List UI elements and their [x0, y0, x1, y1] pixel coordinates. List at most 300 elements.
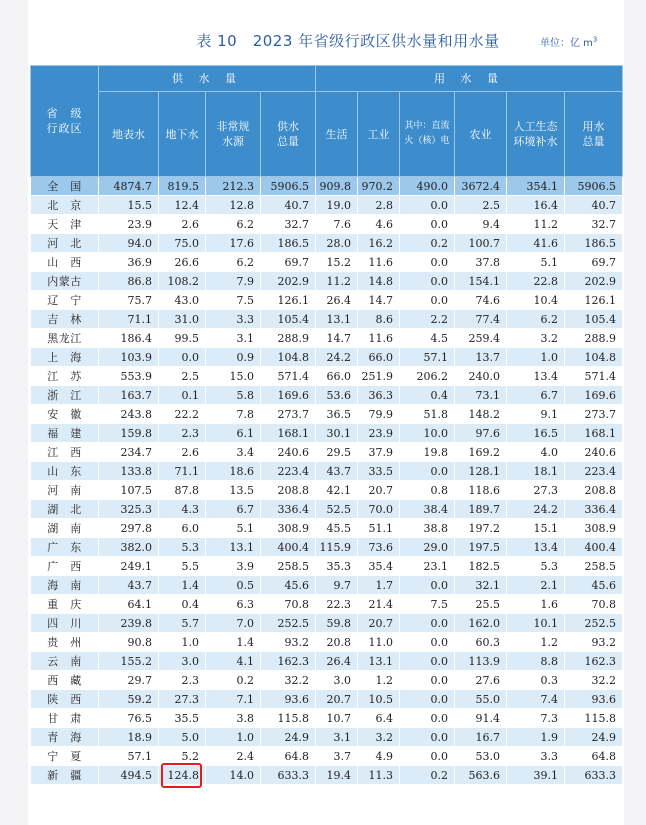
table-cell: 2.6	[159, 443, 206, 462]
table-cell: 400.4	[565, 538, 623, 557]
table-cell: 93.6	[565, 690, 623, 709]
table-cell: 563.6	[455, 766, 507, 785]
region-name: 河 北	[31, 234, 99, 253]
table-cell: 26.4	[316, 652, 358, 671]
table-row	[31, 310, 623, 329]
table-cell: 53.6	[316, 386, 358, 405]
table-cell: 74.6	[455, 291, 507, 310]
table-cell: 5.1	[206, 519, 261, 538]
table-cell: 115.9	[316, 538, 358, 557]
table-cell: 0.0	[400, 728, 455, 747]
table-cell: 382.0	[99, 538, 159, 557]
table-cell: 4.0	[507, 443, 565, 462]
table-cell: 12.4	[159, 196, 206, 215]
table-row	[31, 386, 623, 405]
table-row	[31, 614, 623, 633]
table-cell: 7.0	[206, 614, 261, 633]
table-cell: 37.9	[358, 443, 400, 462]
table-cell: 7.9	[206, 272, 261, 291]
table-cell: 15.0	[206, 367, 261, 386]
table-cell: 297.8	[99, 519, 159, 538]
region-name: 辽 宁	[31, 291, 99, 310]
table-cell: 0.0	[400, 576, 455, 595]
table-cell: 169.2	[455, 443, 507, 462]
table-cell: 14.0	[206, 766, 261, 785]
table-row	[31, 652, 623, 671]
table-cell: 308.9	[261, 519, 316, 538]
table-row	[31, 291, 623, 310]
table-cell: 93.2	[261, 633, 316, 652]
table-cell: 197.2	[455, 519, 507, 538]
table-cell: 4.9	[358, 747, 400, 766]
table-cell: 1.4	[206, 633, 261, 652]
table-cell: 273.7	[261, 405, 316, 424]
table-cell: 16.4	[507, 196, 565, 215]
table-cell: 0.0	[400, 652, 455, 671]
table-cell: 35.3	[316, 557, 358, 576]
table-cell: 15.1	[507, 519, 565, 538]
table-row	[31, 405, 623, 424]
table-cell: 240.0	[455, 367, 507, 386]
table-cell: 14.8	[358, 272, 400, 291]
table-cell: 186.5	[261, 234, 316, 253]
table-cell: 633.3	[261, 766, 316, 785]
unit-label: 单位：亿 $m^3$	[540, 35, 598, 49]
table-body	[31, 177, 623, 785]
table-cell: 5.5	[159, 557, 206, 576]
region-name: 贵 州	[31, 633, 99, 652]
table-cell: 3.1	[316, 728, 358, 747]
column-header: 农业	[455, 92, 507, 177]
table-cell: 13.1	[316, 310, 358, 329]
table-cell: 162.3	[261, 652, 316, 671]
table-cell: 0.0	[400, 196, 455, 215]
table-cell: 970.2	[358, 177, 400, 196]
table-cell: 0.2	[400, 766, 455, 785]
table-cell: 35.4	[358, 557, 400, 576]
table-cell: 243.8	[99, 405, 159, 424]
table-cell: 0.0	[400, 671, 455, 690]
table-cell: 10.4	[507, 291, 565, 310]
table-cell: 64.1	[99, 595, 159, 614]
table-cell: 3.1	[206, 329, 261, 348]
table-cell: 234.7	[99, 443, 159, 462]
table-cell: 571.4	[261, 367, 316, 386]
table-row	[31, 671, 623, 690]
table-cell: 9.1	[507, 405, 565, 424]
region-name: 安 徽	[31, 405, 99, 424]
table-cell: 2.3	[159, 671, 206, 690]
table-row	[31, 728, 623, 747]
table-cell: 0.0	[400, 690, 455, 709]
region-name: 湖 北	[31, 500, 99, 519]
table-row	[31, 595, 623, 614]
table-cell: 3.3	[206, 310, 261, 329]
table-cell: 182.5	[455, 557, 507, 576]
table-cell: 23.1	[400, 557, 455, 576]
table-cell: 3.2	[507, 329, 565, 348]
table-row	[31, 766, 623, 785]
table-cell: 59.8	[316, 614, 358, 633]
table-cell: 3.0	[159, 652, 206, 671]
table-cell: 64.8	[565, 747, 623, 766]
table-cell: 13.1	[358, 652, 400, 671]
table-cell: 490.0	[400, 177, 455, 196]
table-cell: 6.0	[159, 519, 206, 538]
table-cell: 1.6	[507, 595, 565, 614]
table-cell: 43.0	[159, 291, 206, 310]
table-cell: 3.8	[206, 709, 261, 728]
table-cell: 14.7	[316, 329, 358, 348]
table-cell: 6.3	[206, 595, 261, 614]
table-cell: 0.0	[400, 633, 455, 652]
table-cell: 28.0	[316, 234, 358, 253]
table-cell: 35.5	[159, 709, 206, 728]
table-cell: 3.2	[358, 728, 400, 747]
table-cell: 42.1	[316, 481, 358, 500]
region-name: 福 建	[31, 424, 99, 443]
region-name: 江 苏	[31, 367, 99, 386]
table-cell: 3672.4	[455, 177, 507, 196]
table-cell: 0.2	[206, 671, 261, 690]
table-cell: 38.8	[400, 519, 455, 538]
region-name: 广 东	[31, 538, 99, 557]
region-name: 吉 林	[31, 310, 99, 329]
table-cell: 162.3	[565, 652, 623, 671]
table-cell: 1.2	[507, 633, 565, 652]
table-cell: 0.0	[400, 614, 455, 633]
region-name: 甘 肃	[31, 709, 99, 728]
table-cell: 100.7	[455, 234, 507, 253]
table-cell: 1.0	[507, 348, 565, 367]
region-name: 浙 江	[31, 386, 99, 405]
table-row	[31, 348, 623, 367]
table-cell: 3.3	[507, 747, 565, 766]
table-cell: 70.0	[358, 500, 400, 519]
table-cell: 17.6	[206, 234, 261, 253]
table-row	[31, 481, 623, 500]
table-cell: 38.4	[400, 500, 455, 519]
column-header: 供水 总量	[261, 92, 316, 177]
table-cell: 103.9	[99, 348, 159, 367]
table-cell: 77.4	[455, 310, 507, 329]
table-cell: 69.7	[261, 253, 316, 272]
table-cell: 20.7	[358, 614, 400, 633]
table-cell: 223.4	[261, 462, 316, 481]
column-header: 用水 总量	[565, 92, 623, 177]
table-cell: 18.1	[507, 462, 565, 481]
table-cell: 105.4	[565, 310, 623, 329]
table-cell: 223.4	[565, 462, 623, 481]
table-cell: 5.1	[507, 253, 565, 272]
table-cell: 10.5	[358, 690, 400, 709]
table-cell: 1.2	[358, 671, 400, 690]
table-cell: 69.7	[565, 253, 623, 272]
table-cell: 21.4	[358, 595, 400, 614]
table-cell: 11.2	[507, 215, 565, 234]
table-cell: 571.4	[565, 367, 623, 386]
table-row	[31, 367, 623, 386]
highlighted-value: 124.8	[167, 768, 199, 782]
table-row	[31, 633, 623, 652]
region-name: 山 东	[31, 462, 99, 481]
region-name: 上 海	[31, 348, 99, 367]
table-cell: 36.3	[358, 386, 400, 405]
column-header: 生活	[316, 92, 358, 177]
table-cell: 0.3	[507, 671, 565, 690]
table-cell: 43.7	[99, 576, 159, 595]
table-cell: 8.6	[358, 310, 400, 329]
water-supply-use-table	[30, 65, 623, 785]
table-cell: 7.5	[400, 595, 455, 614]
table-cell: 3.4	[206, 443, 261, 462]
table-cell: 71.1	[99, 310, 159, 329]
table-cell: 19.8	[400, 443, 455, 462]
table-cell: 75.0	[159, 234, 206, 253]
table-cell: 909.8	[316, 177, 358, 196]
table-cell: 206.2	[400, 367, 455, 386]
column-header: 人工生态 环境补水	[507, 92, 565, 177]
table-cell: 4.1	[206, 652, 261, 671]
table-row	[31, 690, 623, 709]
table-cell: 154.1	[455, 272, 507, 291]
table-cell: 0.0	[400, 253, 455, 272]
table-cell: 57.1	[99, 747, 159, 766]
table-cell: 288.9	[261, 329, 316, 348]
table-cell: 108.2	[159, 272, 206, 291]
table-cell: 258.5	[261, 557, 316, 576]
highlight-box	[161, 763, 202, 788]
table-cell: 20.7	[358, 481, 400, 500]
table-cell: 4874.7	[99, 177, 159, 196]
table-cell: 2.5	[159, 367, 206, 386]
region-name: 四 川	[31, 614, 99, 633]
table-row	[31, 215, 623, 234]
table-cell: 2.3	[159, 424, 206, 443]
table-cell: 3.0	[316, 671, 358, 690]
header-use: 用 水 量	[316, 66, 623, 92]
table-cell: 94.0	[99, 234, 159, 253]
table-cell: 33.5	[358, 462, 400, 481]
table-cell: 325.3	[99, 500, 159, 519]
table-cell: 240.6	[565, 443, 623, 462]
table-cell: 45.6	[261, 576, 316, 595]
table-cell: 113.9	[455, 652, 507, 671]
table-cell: 26.6	[159, 253, 206, 272]
table-cell: 3.7	[316, 747, 358, 766]
table-cell: 6.7	[206, 500, 261, 519]
table-cell: 15.5	[99, 196, 159, 215]
table-row	[31, 443, 623, 462]
table-cell: 41.6	[507, 234, 565, 253]
table-cell: 5.7	[159, 614, 206, 633]
table-cell: 18.6	[206, 462, 261, 481]
table-row	[31, 329, 623, 348]
table-cell: 104.8	[261, 348, 316, 367]
table-cell: 57.1	[400, 348, 455, 367]
table-row	[31, 196, 623, 215]
table-cell: 354.1	[507, 177, 565, 196]
region-name: 青 海	[31, 728, 99, 747]
table-cell: 11.0	[358, 633, 400, 652]
table-cell: 66.0	[358, 348, 400, 367]
table-row	[31, 234, 623, 253]
table-cell: 208.8	[565, 481, 623, 500]
table-cell: 5.3	[507, 557, 565, 576]
table-cell: 31.0	[159, 310, 206, 329]
table-row	[31, 747, 623, 766]
table-cell: 1.7	[358, 576, 400, 595]
table-cell: 11.6	[358, 253, 400, 272]
table-cell: 9.4	[455, 215, 507, 234]
table-row	[31, 177, 623, 196]
table-cell: 24.2	[507, 500, 565, 519]
table-cell: 251.9	[358, 367, 400, 386]
table-cell: 73.6	[358, 538, 400, 557]
table-row	[31, 462, 623, 481]
table-cell: 0.0	[400, 747, 455, 766]
table-cell: 155.2	[99, 652, 159, 671]
table-cell: 99.5	[159, 329, 206, 348]
table-cell: 6.2	[507, 310, 565, 329]
table-cell	[159, 766, 206, 785]
table-cell: 45.6	[565, 576, 623, 595]
table-cell: 2.2	[400, 310, 455, 329]
table-cell: 239.8	[99, 614, 159, 633]
table-cell: 7.5	[206, 291, 261, 310]
table-row	[31, 519, 623, 538]
region-name: 湖 南	[31, 519, 99, 538]
table-cell: 0.8	[400, 481, 455, 500]
region-name: 广 西	[31, 557, 99, 576]
table-cell: 53.0	[455, 747, 507, 766]
table-cell: 13.5	[206, 481, 261, 500]
table-cell: 494.5	[99, 766, 159, 785]
table-cell: 8.8	[507, 652, 565, 671]
table-cell: 97.6	[455, 424, 507, 443]
column-header: 非常规 水源	[206, 92, 261, 177]
region-name: 陕 西	[31, 690, 99, 709]
table-cell: 22.8	[507, 272, 565, 291]
table-cell: 64.8	[261, 747, 316, 766]
table-cell: 126.1	[565, 291, 623, 310]
region-name: 西 藏	[31, 671, 99, 690]
table-cell: 133.8	[99, 462, 159, 481]
table-cell: 59.2	[99, 690, 159, 709]
table-cell: 70.8	[565, 595, 623, 614]
table-cell: 6.2	[206, 215, 261, 234]
table-cell: 9.7	[316, 576, 358, 595]
table-cell: 0.9	[206, 348, 261, 367]
table-cell: 16.5	[507, 424, 565, 443]
table-cell: 37.8	[455, 253, 507, 272]
table-cell: 32.2	[261, 671, 316, 690]
table-cell: 105.4	[261, 310, 316, 329]
table-title: 表 10 2023 年省级行政区供水量和用水量	[196, 32, 500, 50]
table-cell: 27.3	[507, 481, 565, 500]
table-cell: 1.0	[206, 728, 261, 747]
table-cell: 10.1	[507, 614, 565, 633]
table-cell: 168.1	[565, 424, 623, 443]
table-cell: 273.7	[565, 405, 623, 424]
table-cell: 7.8	[206, 405, 261, 424]
table-cell: 0.0	[400, 709, 455, 728]
table-cell: 2.1	[507, 576, 565, 595]
table-cell: 7.4	[507, 690, 565, 709]
table-cell: 126.1	[261, 291, 316, 310]
table-cell: 0.0	[400, 215, 455, 234]
table-cell: 400.4	[261, 538, 316, 557]
table-row	[31, 424, 623, 443]
table-cell: 19.4	[316, 766, 358, 785]
region-name: 新 疆	[31, 766, 99, 785]
table-cell: 168.1	[261, 424, 316, 443]
table-cell: 16.7	[455, 728, 507, 747]
region-name: 北 京	[31, 196, 99, 215]
table-cell: 633.3	[565, 766, 623, 785]
table-cell: 32.1	[455, 576, 507, 595]
table-cell: 189.7	[455, 500, 507, 519]
table-cell: 208.8	[261, 481, 316, 500]
region-name: 天 津	[31, 215, 99, 234]
table-cell: 107.5	[99, 481, 159, 500]
table-cell: 252.5	[261, 614, 316, 633]
table-cell: 252.5	[565, 614, 623, 633]
region-name: 江 西	[31, 443, 99, 462]
table-row	[31, 253, 623, 272]
table-cell: 202.9	[565, 272, 623, 291]
region-name: 河 南	[31, 481, 99, 500]
table-cell: 16.2	[358, 234, 400, 253]
table-cell: 32.7	[261, 215, 316, 234]
table-cell: 1.4	[159, 576, 206, 595]
table-cell: 336.4	[565, 500, 623, 519]
table-cell: 22.3	[316, 595, 358, 614]
table-cell: 118.6	[455, 481, 507, 500]
header-row-columns	[31, 92, 623, 177]
table-cell: 6.4	[358, 709, 400, 728]
table-cell: 2.4	[206, 747, 261, 766]
table-cell: 104.8	[565, 348, 623, 367]
column-header: 工业	[358, 92, 400, 177]
table-cell: 22.2	[159, 405, 206, 424]
table-cell: 5906.5	[261, 177, 316, 196]
column-header: 其中：直流 火（核）电	[400, 92, 455, 177]
table-cell: 27.6	[455, 671, 507, 690]
table-cell: 36.9	[99, 253, 159, 272]
table-cell: 10.7	[316, 709, 358, 728]
column-header: 地下水	[159, 92, 206, 177]
table-cell: 5.3	[159, 538, 206, 557]
table-cell: 13.4	[507, 367, 565, 386]
table-cell: 5.8	[206, 386, 261, 405]
table-cell: 4.6	[358, 215, 400, 234]
table-cell: 186.4	[99, 329, 159, 348]
table-cell: 5.0	[159, 728, 206, 747]
table-cell: 79.9	[358, 405, 400, 424]
table-cell: 2.8	[358, 196, 400, 215]
table-cell: 258.5	[565, 557, 623, 576]
table-cell: 73.1	[455, 386, 507, 405]
table-cell: 202.9	[261, 272, 316, 291]
table-cell: 212.3	[206, 177, 261, 196]
table-cell: 288.9	[565, 329, 623, 348]
table-row	[31, 576, 623, 595]
table-cell: 19.0	[316, 196, 358, 215]
table-cell: 20.8	[316, 633, 358, 652]
table-cell: 51.1	[358, 519, 400, 538]
table-cell: 0.2	[400, 234, 455, 253]
